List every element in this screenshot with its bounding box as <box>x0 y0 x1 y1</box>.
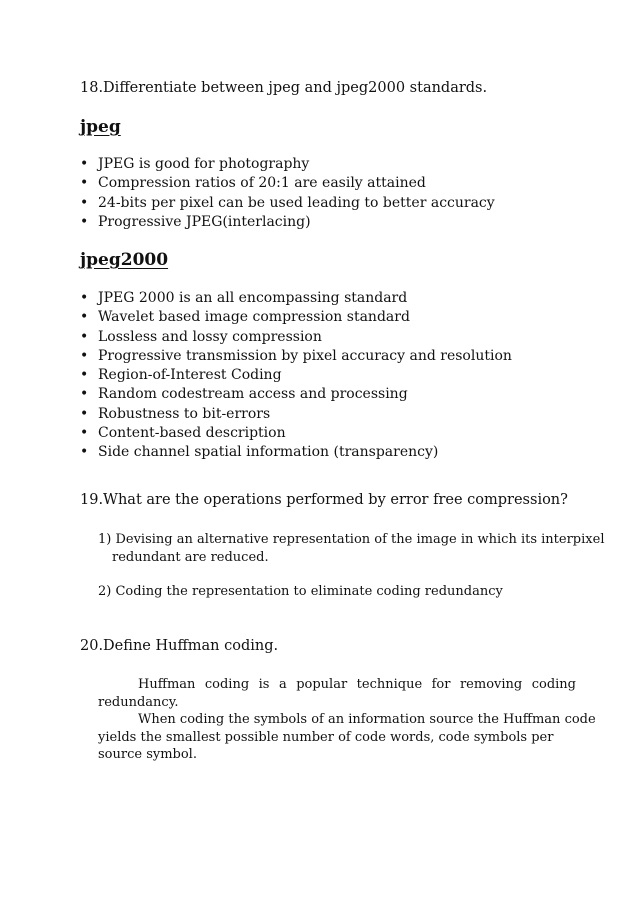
bullet-icon: • <box>80 444 89 461</box>
list-item: • Compression ratios of 20:1 are easily attained <box>80 174 495 193</box>
list-item: • Lossless and lossy compression <box>80 328 512 347</box>
question-20: 20.Define Huffman coding. <box>80 638 279 654</box>
question-18: 18.Differentiate between jpeg and jpeg2000 standards. <box>80 80 488 96</box>
huffman-definition-paragraph-1: Huffman coding is a popular technique for removing coding redundancy. <box>98 677 576 710</box>
list-item: • Region-of-Interest Coding <box>80 366 512 385</box>
jpeg-heading: jpeg <box>80 117 121 137</box>
bullet-icon: • <box>80 175 89 192</box>
answer-19-item-1-line-1: 1) Devising an alternative representation of the image in which its interpixel <box>98 532 605 547</box>
list-item: • JPEG is good for photography <box>80 155 495 174</box>
list-item: • Progressive JPEG(interlacing) <box>80 213 495 232</box>
huffman-definition-paragraph-2-line-3: source symbol. <box>98 747 197 762</box>
bullet-icon: • <box>80 290 89 306</box>
jpeg2000-bullet-list <box>80 289 512 463</box>
bullet-icon: • <box>80 386 89 403</box>
bullet-icon: • <box>80 347 89 364</box>
list-item: • Side channel spatial information (transparency) <box>80 443 512 462</box>
list-item: • Content-based description <box>80 424 512 443</box>
bullet-icon: • <box>80 328 89 345</box>
list-item: • 24-bits per pixel can be used leading to better accuracy <box>80 194 495 213</box>
bullet-icon: • <box>80 367 89 384</box>
answer-19-item-2: 2) Coding the representation to eliminate coding redundancy <box>98 584 503 599</box>
huffman-definition-paragraph-2-line-1: When coding the symbols of an information source the Huffman code <box>138 712 596 727</box>
bullet-icon: • <box>80 156 89 172</box>
list-item: • JPEG 2000 is an all encompassing standard <box>80 289 512 308</box>
bullet-icon: • <box>80 309 89 326</box>
bullet-icon: • <box>80 194 89 211</box>
huffman-definition-paragraph-2-line-2: yields the smallest possible number of code words, code symbols per <box>98 730 554 745</box>
bullet-icon: • <box>80 213 89 230</box>
bullet-icon: • <box>80 405 89 422</box>
bullet-icon: • <box>80 425 89 442</box>
list-item: • Robustness to bit-errors <box>80 405 512 424</box>
answer-19-item-1-line-2: redundant are reduced. <box>112 550 269 565</box>
list-item: • Random codestream access and processing <box>80 385 512 404</box>
question-19: 19.What are the operations performed by error free compression? <box>80 492 568 508</box>
jpeg2000-heading: jpeg2000 <box>80 250 169 270</box>
list-item: • Progressive transmission by pixel accuracy and resolution <box>80 347 512 366</box>
jpeg-bullet-list <box>80 155 495 232</box>
list-item: • Wavelet based image compression standard <box>80 308 512 327</box>
